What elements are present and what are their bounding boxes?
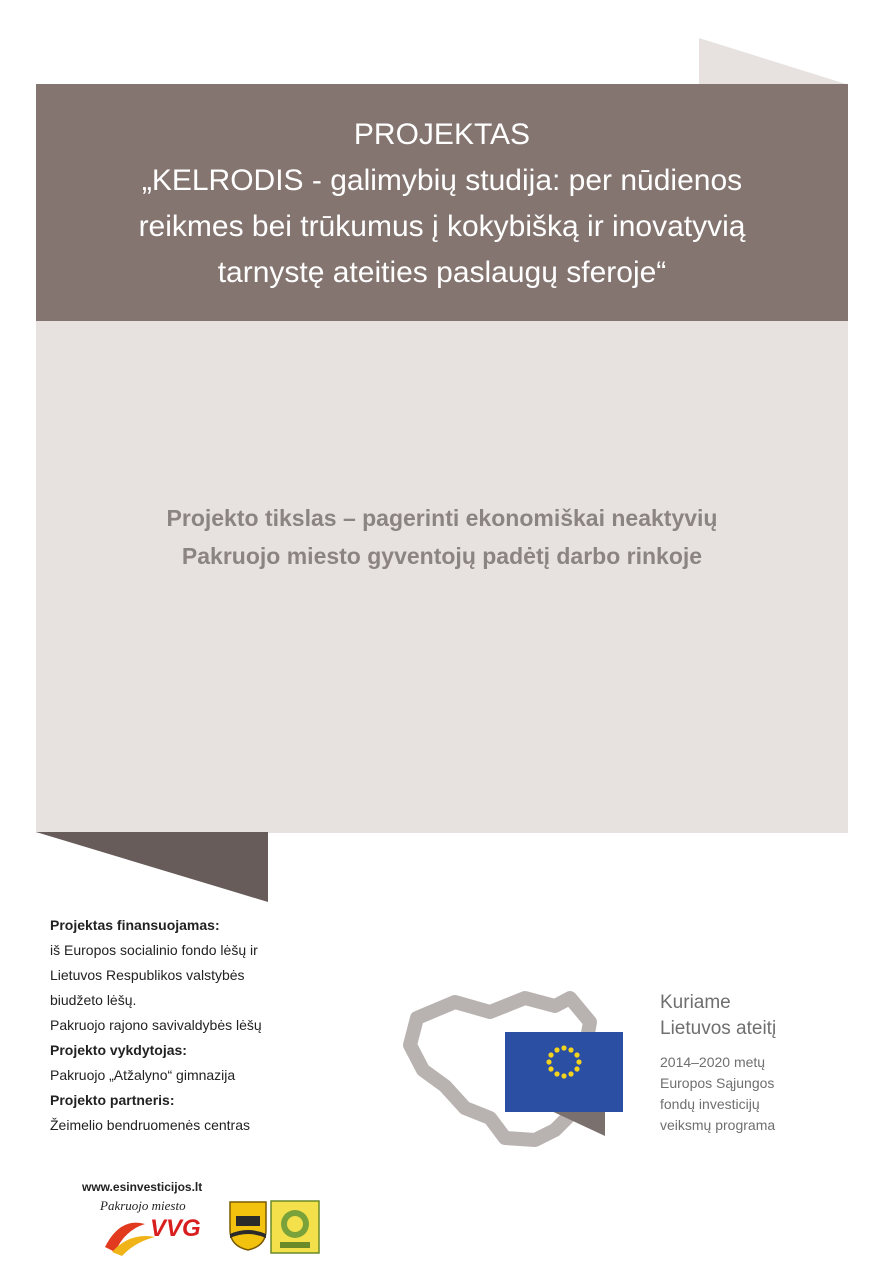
goal-panel: [36, 321, 848, 833]
header-title-line-1: „KELRODIS - galimybių studija: per nūdienos: [141, 164, 743, 197]
lithuania-map-eu-flag-logo: [395, 990, 635, 1155]
program-line-3: fondų investicijų: [660, 1096, 760, 1112]
financing-line-4: Pakruojo rajono savivaldybės lėšų: [50, 1017, 262, 1033]
header-title-line-3: tarnystę ateities paslaugų sferoje“: [217, 256, 667, 289]
slogan-line-1: Kuriame: [660, 992, 731, 1013]
program-line-2: Europos Sąjungos: [660, 1075, 775, 1091]
bottom-ribbon-fold: [0, 830, 300, 910]
project-info: [50, 913, 370, 1138]
financing-label: Projektas finansuojamas:: [50, 917, 220, 933]
header-label: PROJEKTAS: [353, 118, 531, 151]
partner-label: Projekto partneris:: [50, 1092, 175, 1108]
goal-line-2: Pakruojo miesto gyventojų padėtį darbo rinkoje: [181, 543, 703, 569]
financing-line-2: Lietuvos Respublikos valstybės: [50, 967, 245, 983]
vvg-logo-text: Pakruojo miesto: [100, 1198, 186, 1213]
zeimelio-emblem-icon: [270, 1200, 320, 1254]
header-band: [36, 84, 848, 321]
partner-name: Žeimelio bendruomenės centras: [50, 1117, 250, 1133]
executor-name: Pakruojo „Atžalyno“ gimnazija: [50, 1067, 236, 1083]
slogan-line-2: Lietuvos ateitį: [660, 1018, 777, 1039]
eu-slogan: [660, 990, 776, 1136]
executor-label: Projekto vykdytojas:: [50, 1042, 187, 1058]
eu-flag: [505, 1032, 623, 1112]
website-link[interactable]: www.esinvesticijos.lt: [82, 1180, 203, 1194]
program-line-1: 2014–2020 metų: [660, 1054, 766, 1070]
project-goal: [36, 499, 848, 575]
program-line-4: veiksmų programa: [660, 1117, 776, 1133]
financing-line-1: iš Europos socialinio fondo lėšų ir: [50, 942, 258, 958]
goal-line-1: Projekto tikslas – pagerinti ekonomiškai neaktyvių: [166, 505, 718, 531]
financing-line-3: biudžeto lėšų.: [50, 992, 137, 1008]
header-title-line-2: reikmes bei trūkumus į kokybišką ir inovatyvią: [138, 210, 746, 243]
vvg-logo: VVG: [150, 1215, 201, 1242]
pakruojo-coat-of-arms-icon: [228, 1200, 268, 1252]
top-ribbon-fold: [0, 0, 890, 90]
